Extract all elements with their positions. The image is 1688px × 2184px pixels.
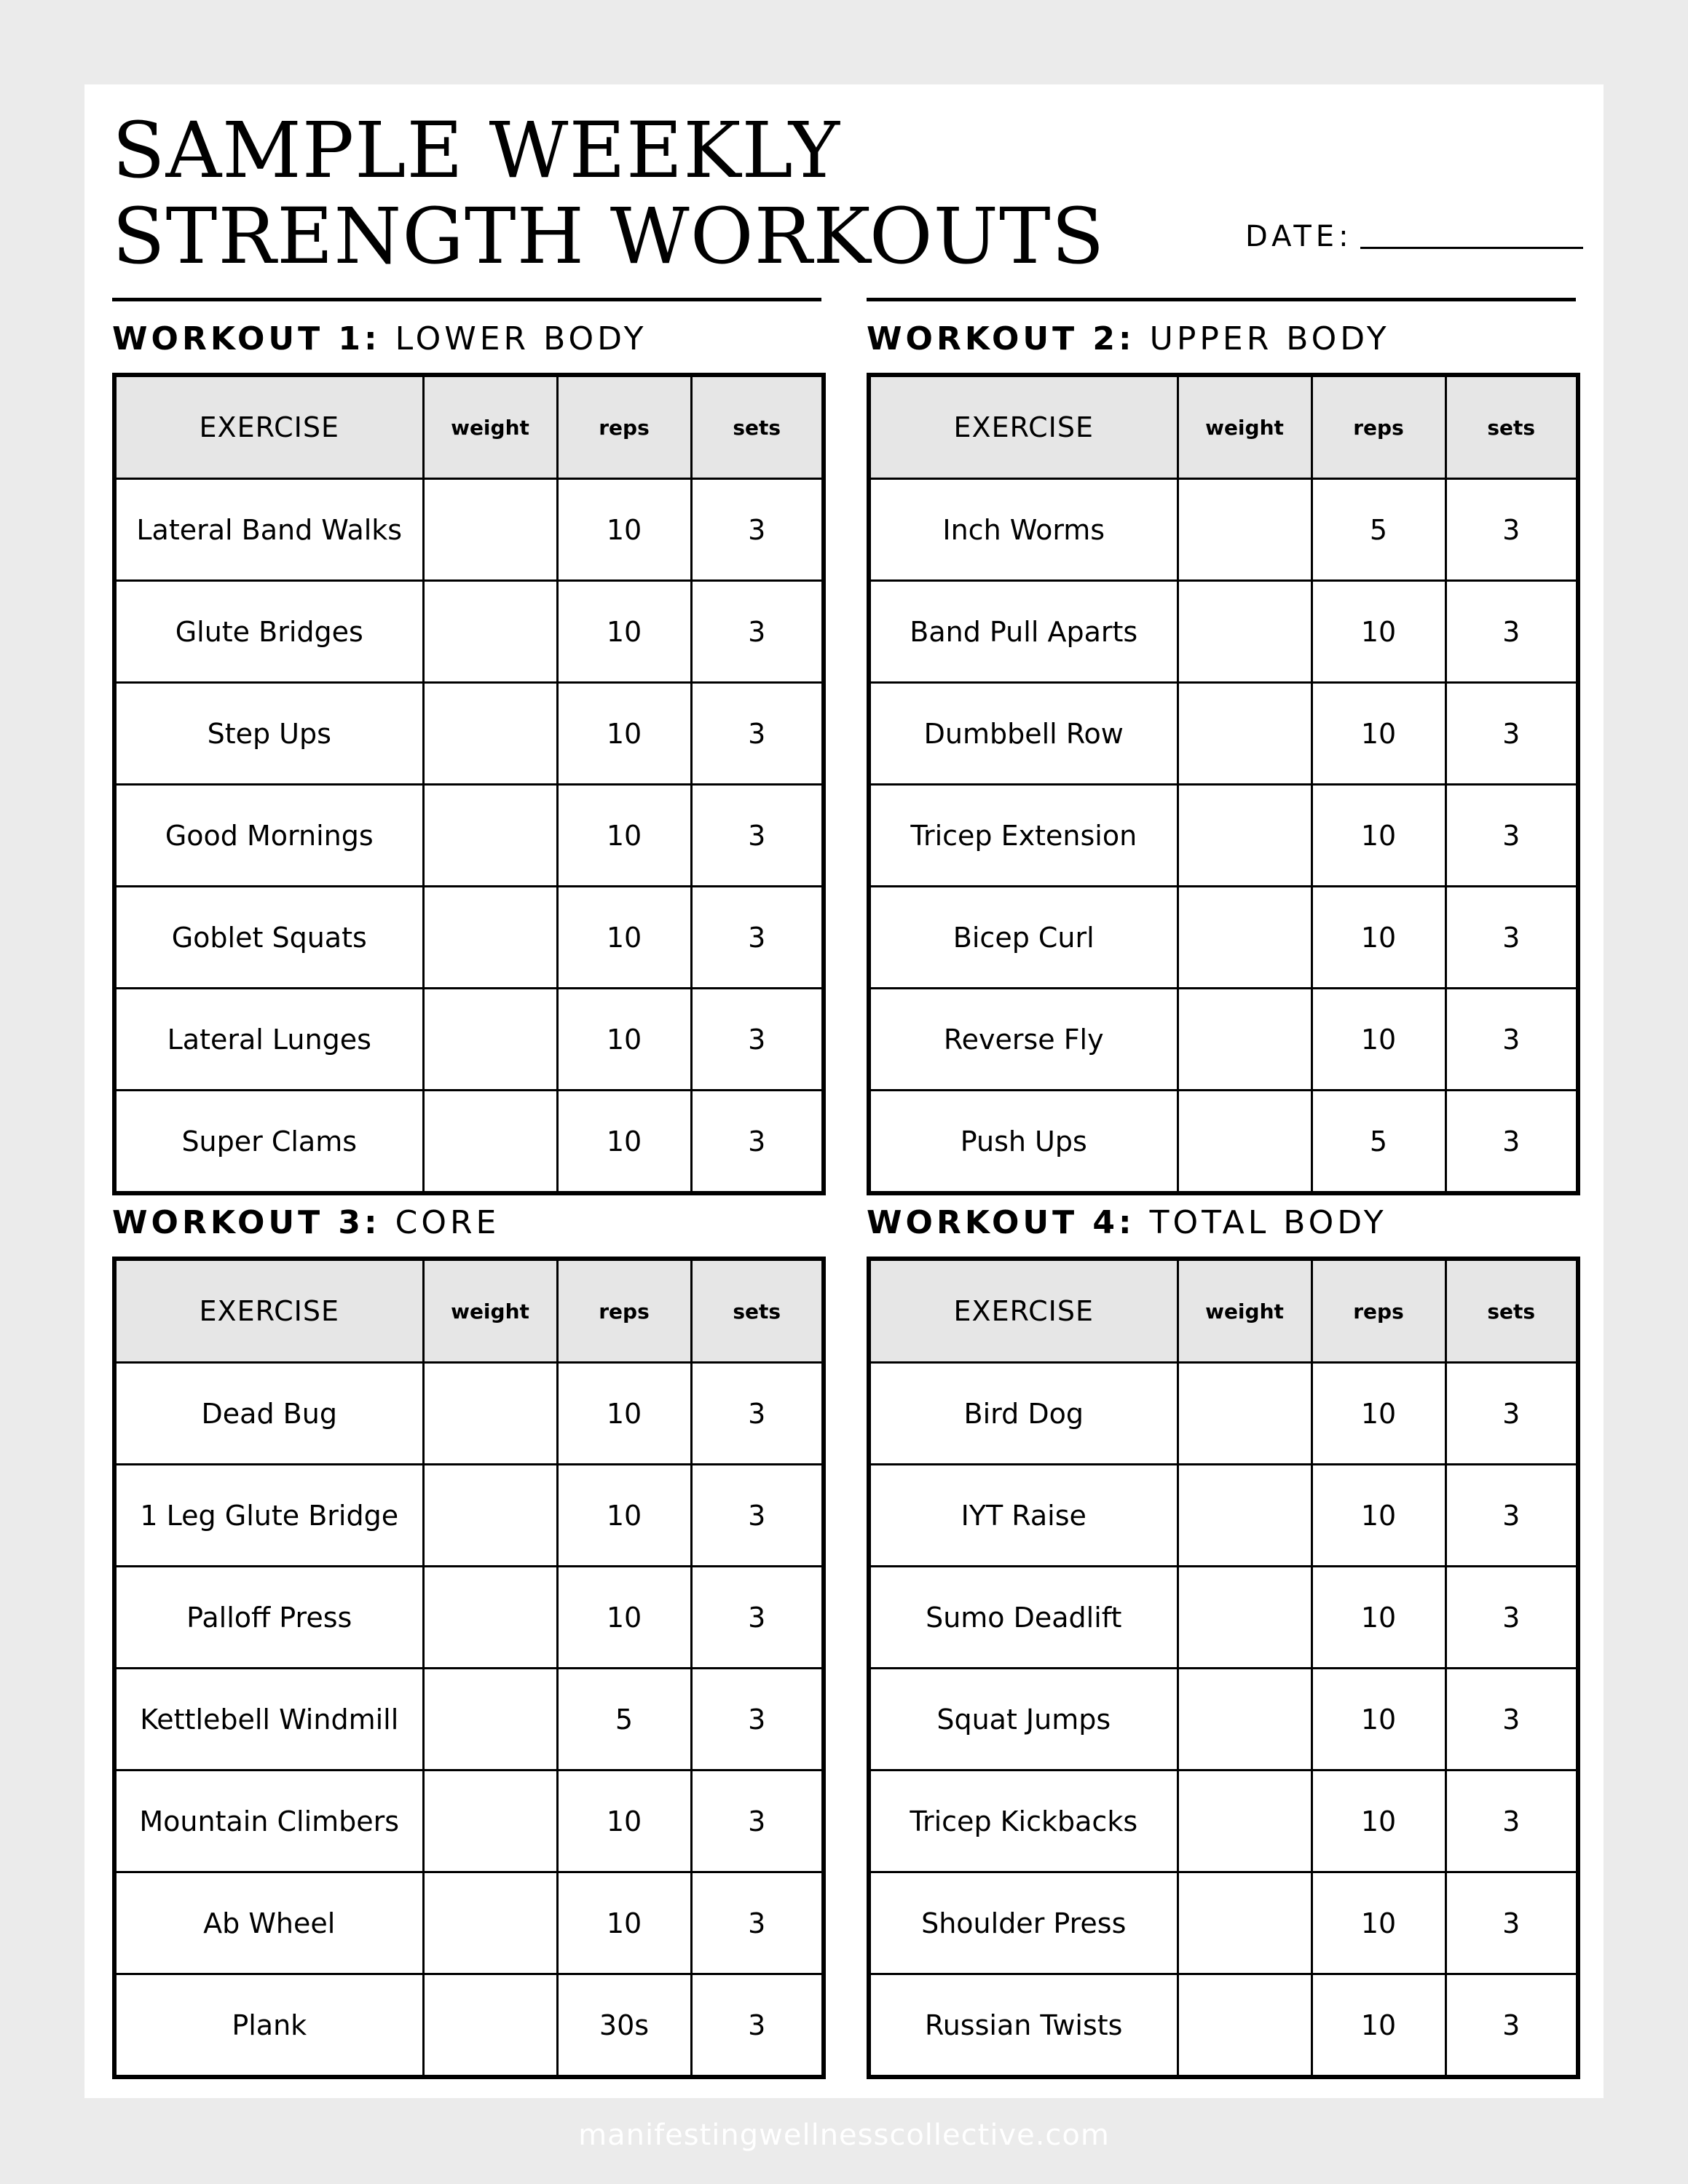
table-row bbox=[114, 785, 824, 887]
reps-cell: 10 bbox=[557, 1465, 691, 1567]
weight-cell[interactable] bbox=[423, 1974, 557, 2078]
exercise-cell: Glute Bridges bbox=[114, 581, 423, 683]
table-row bbox=[114, 989, 824, 1091]
weight-cell[interactable] bbox=[423, 989, 557, 1091]
weight-cell[interactable] bbox=[423, 1872, 557, 1974]
table-row bbox=[114, 581, 824, 683]
weight-cell[interactable] bbox=[1178, 1363, 1312, 1465]
reps-cell: 5 bbox=[1312, 479, 1446, 581]
table-row bbox=[869, 1669, 1578, 1770]
table-row bbox=[869, 1567, 1578, 1669]
workout-1-heading bbox=[112, 320, 647, 358]
column-header-reps: reps bbox=[557, 375, 691, 479]
table-row bbox=[869, 989, 1578, 1091]
sets-cell: 3 bbox=[1446, 1669, 1578, 1770]
weight-cell[interactable] bbox=[1178, 1770, 1312, 1872]
workout-1-label: WORKOUT 1: bbox=[112, 320, 381, 357]
exercise-cell: Reverse Fly bbox=[869, 989, 1178, 1091]
weight-cell[interactable] bbox=[1178, 989, 1312, 1091]
exercise-cell: 1 Leg Glute Bridge bbox=[114, 1465, 423, 1567]
exercise-cell: IYT Raise bbox=[869, 1465, 1178, 1567]
sets-cell: 3 bbox=[691, 1872, 824, 1974]
column-header-sets: sets bbox=[1446, 375, 1578, 479]
weight-cell[interactable] bbox=[423, 1363, 557, 1465]
sets-cell: 3 bbox=[691, 683, 824, 785]
weight-cell[interactable] bbox=[423, 581, 557, 683]
exercise-cell: Lateral Lunges bbox=[114, 989, 423, 1091]
column-header-weight: weight bbox=[423, 375, 557, 479]
weight-cell[interactable] bbox=[423, 1465, 557, 1567]
table-row bbox=[869, 887, 1578, 989]
weight-cell[interactable] bbox=[423, 887, 557, 989]
reps-cell: 10 bbox=[557, 1091, 691, 1194]
weight-cell[interactable] bbox=[423, 683, 557, 785]
table-row bbox=[869, 1974, 1578, 2078]
table-row bbox=[869, 1770, 1578, 1872]
sets-cell: 3 bbox=[691, 581, 824, 683]
weight-cell[interactable] bbox=[423, 1567, 557, 1669]
weight-cell[interactable] bbox=[423, 785, 557, 887]
reps-cell: 5 bbox=[1312, 1091, 1446, 1194]
sets-cell: 3 bbox=[691, 1465, 824, 1567]
exercise-cell: Push Ups bbox=[869, 1091, 1178, 1194]
table-header-row bbox=[114, 375, 824, 479]
sets-cell: 3 bbox=[1446, 1567, 1578, 1669]
sets-cell: 3 bbox=[1446, 989, 1578, 1091]
table-row bbox=[114, 1567, 824, 1669]
table-row bbox=[114, 1363, 824, 1465]
sets-cell: 3 bbox=[1446, 887, 1578, 989]
table-header-row bbox=[869, 375, 1578, 479]
sets-cell: 3 bbox=[1446, 1465, 1578, 1567]
sets-cell: 3 bbox=[1446, 1770, 1578, 1872]
exercise-cell: Mountain Climbers bbox=[114, 1770, 423, 1872]
column-header-sets: sets bbox=[1446, 1259, 1578, 1363]
table-row bbox=[869, 479, 1578, 581]
reps-cell: 10 bbox=[1312, 1872, 1446, 1974]
table-row bbox=[869, 581, 1578, 683]
weight-cell[interactable] bbox=[1178, 479, 1312, 581]
page-title bbox=[112, 108, 1105, 280]
column-header-sets: sets bbox=[691, 1259, 824, 1363]
table-row bbox=[114, 1770, 824, 1872]
table-header-row bbox=[869, 1259, 1578, 1363]
table-row bbox=[114, 1091, 824, 1194]
weight-cell[interactable] bbox=[1178, 1091, 1312, 1194]
reps-cell: 10 bbox=[557, 479, 691, 581]
table-row bbox=[869, 683, 1578, 785]
reps-cell: 10 bbox=[1312, 989, 1446, 1091]
date-label: DATE: bbox=[1245, 220, 1353, 253]
weight-cell[interactable] bbox=[1178, 785, 1312, 887]
sets-cell: 3 bbox=[1446, 683, 1578, 785]
exercise-cell: Inch Worms bbox=[869, 479, 1178, 581]
weight-cell[interactable] bbox=[423, 479, 557, 581]
reps-cell: 10 bbox=[1312, 1363, 1446, 1465]
reps-cell: 10 bbox=[1312, 1669, 1446, 1770]
sets-cell: 3 bbox=[1446, 1091, 1578, 1194]
column-header-weight: weight bbox=[1178, 1259, 1312, 1363]
table-row bbox=[114, 1465, 824, 1567]
exercise-cell: Lateral Band Walks bbox=[114, 479, 423, 581]
reps-cell: 30s bbox=[557, 1974, 691, 2078]
sets-cell: 3 bbox=[1446, 1974, 1578, 2078]
column-header-reps: reps bbox=[1312, 375, 1446, 479]
column-header-exercise: EXERCISE bbox=[869, 1259, 1178, 1363]
weight-cell[interactable] bbox=[1178, 1567, 1312, 1669]
reps-cell: 10 bbox=[1312, 683, 1446, 785]
exercise-cell: Bicep Curl bbox=[869, 887, 1178, 989]
reps-cell: 10 bbox=[557, 683, 691, 785]
workout-3-name: CORE bbox=[395, 1204, 500, 1241]
weight-cell[interactable] bbox=[423, 1770, 557, 1872]
exercise-cell: Bird Dog bbox=[869, 1363, 1178, 1465]
reps-cell: 10 bbox=[1312, 1974, 1446, 2078]
reps-cell: 10 bbox=[557, 581, 691, 683]
exercise-cell: Ab Wheel bbox=[114, 1872, 423, 1974]
sets-cell: 3 bbox=[691, 479, 824, 581]
column-header-weight: weight bbox=[1178, 375, 1312, 479]
sets-cell: 3 bbox=[691, 989, 824, 1091]
table-row bbox=[114, 1669, 824, 1770]
table-row bbox=[114, 479, 824, 581]
table-row bbox=[869, 785, 1578, 887]
reps-cell: 10 bbox=[557, 989, 691, 1091]
weight-cell[interactable] bbox=[1178, 683, 1312, 785]
weight-cell[interactable] bbox=[1178, 581, 1312, 683]
sets-cell: 3 bbox=[1446, 479, 1578, 581]
reps-cell: 10 bbox=[1312, 887, 1446, 989]
exercise-cell: Plank bbox=[114, 1974, 423, 2078]
table-row bbox=[869, 1091, 1578, 1194]
reps-cell: 10 bbox=[1312, 1567, 1446, 1669]
footer-website: manifestingwellnesscollective.com bbox=[578, 2118, 1110, 2152]
reps-cell: 10 bbox=[1312, 1770, 1446, 1872]
title-line-2: STRENGTH WORKOUTS bbox=[112, 191, 1105, 281]
sets-cell: 3 bbox=[691, 887, 824, 989]
column-header-exercise: EXERCISE bbox=[869, 375, 1178, 479]
column-header-weight: weight bbox=[423, 1259, 557, 1363]
table-row bbox=[114, 683, 824, 785]
reps-cell: 10 bbox=[557, 1872, 691, 1974]
reps-cell: 10 bbox=[557, 1567, 691, 1669]
table-row bbox=[869, 1363, 1578, 1465]
reps-cell: 10 bbox=[1312, 1465, 1446, 1567]
reps-cell: 10 bbox=[557, 1770, 691, 1872]
sets-cell: 3 bbox=[1446, 785, 1578, 887]
exercise-cell: Sumo Deadlift bbox=[869, 1567, 1178, 1669]
workout-2-table bbox=[867, 373, 1580, 1195]
workout-1-table bbox=[112, 373, 826, 1195]
exercise-cell: Tricep Extension bbox=[869, 785, 1178, 887]
reps-cell: 10 bbox=[557, 887, 691, 989]
reps-cell: 5 bbox=[557, 1669, 691, 1770]
sets-cell: 3 bbox=[1446, 1363, 1578, 1465]
column-header-reps: reps bbox=[557, 1259, 691, 1363]
exercise-cell: Step Ups bbox=[114, 683, 423, 785]
workout-4-label: WORKOUT 4: bbox=[867, 1204, 1135, 1241]
workout-3-heading bbox=[112, 1204, 500, 1242]
reps-cell: 10 bbox=[557, 1363, 691, 1465]
workout-2-label: WORKOUT 2: bbox=[867, 320, 1135, 357]
workout-3-label: WORKOUT 3: bbox=[112, 1204, 381, 1241]
weight-cell[interactable] bbox=[1178, 887, 1312, 989]
sets-cell: 3 bbox=[1446, 1872, 1578, 1974]
reps-cell: 10 bbox=[1312, 785, 1446, 887]
exercise-cell: Squat Jumps bbox=[869, 1669, 1178, 1770]
exercise-cell: Palloff Press bbox=[114, 1567, 423, 1669]
column-header-sets: sets bbox=[691, 375, 824, 479]
table-header-row bbox=[114, 1259, 824, 1363]
weight-cell[interactable] bbox=[423, 1091, 557, 1194]
exercise-cell: Good Mornings bbox=[114, 785, 423, 887]
column-header-exercise: EXERCISE bbox=[114, 375, 423, 479]
weight-cell[interactable] bbox=[423, 1669, 557, 1770]
table-row bbox=[114, 1974, 824, 2078]
sets-cell: 3 bbox=[691, 1363, 824, 1465]
sets-cell: 3 bbox=[691, 1974, 824, 2078]
exercise-cell: Shoulder Press bbox=[869, 1872, 1178, 1974]
date-field bbox=[1245, 220, 1583, 253]
workout-2-name: UPPER BODY bbox=[1149, 320, 1390, 357]
workout-4-heading bbox=[867, 1204, 1387, 1242]
weight-cell[interactable] bbox=[1178, 1974, 1312, 2078]
workout-4-table bbox=[867, 1257, 1580, 2079]
table-row bbox=[114, 1872, 824, 1974]
reps-cell: 10 bbox=[1312, 581, 1446, 683]
exercise-cell: Russian Twists bbox=[869, 1974, 1178, 2078]
weight-cell[interactable] bbox=[1178, 1669, 1312, 1770]
sets-cell: 3 bbox=[691, 785, 824, 887]
table-row bbox=[869, 1872, 1578, 1974]
exercise-cell: Super Clams bbox=[114, 1091, 423, 1194]
column-header-exercise: EXERCISE bbox=[114, 1259, 423, 1363]
workout-3-table bbox=[112, 1257, 826, 2079]
workout-2-heading bbox=[867, 320, 1390, 358]
sets-cell: 3 bbox=[691, 1770, 824, 1872]
sets-cell: 3 bbox=[1446, 581, 1578, 683]
workout-1-name: LOWER BODY bbox=[395, 320, 647, 357]
exercise-cell: Kettlebell Windmill bbox=[114, 1669, 423, 1770]
column-header-reps: reps bbox=[1312, 1259, 1446, 1363]
weight-cell[interactable] bbox=[1178, 1465, 1312, 1567]
reps-cell: 10 bbox=[557, 785, 691, 887]
table-row bbox=[114, 887, 824, 989]
table-row bbox=[869, 1465, 1578, 1567]
divider-left bbox=[112, 298, 821, 301]
weight-cell[interactable] bbox=[1178, 1872, 1312, 1974]
exercise-cell: Band Pull Aparts bbox=[869, 581, 1178, 683]
exercise-cell: Tricep Kickbacks bbox=[869, 1770, 1178, 1872]
exercise-cell: Dead Bug bbox=[114, 1363, 423, 1465]
sets-cell: 3 bbox=[691, 1091, 824, 1194]
title-line-1: SAMPLE WEEKLY bbox=[112, 106, 840, 195]
exercise-cell: Dumbbell Row bbox=[869, 683, 1178, 785]
sets-cell: 3 bbox=[691, 1567, 824, 1669]
date-input-line[interactable] bbox=[1360, 247, 1583, 249]
sets-cell: 3 bbox=[691, 1669, 824, 1770]
divider-right bbox=[867, 298, 1576, 301]
exercise-cell: Goblet Squats bbox=[114, 887, 423, 989]
workout-4-name: TOTAL BODY bbox=[1149, 1204, 1387, 1241]
